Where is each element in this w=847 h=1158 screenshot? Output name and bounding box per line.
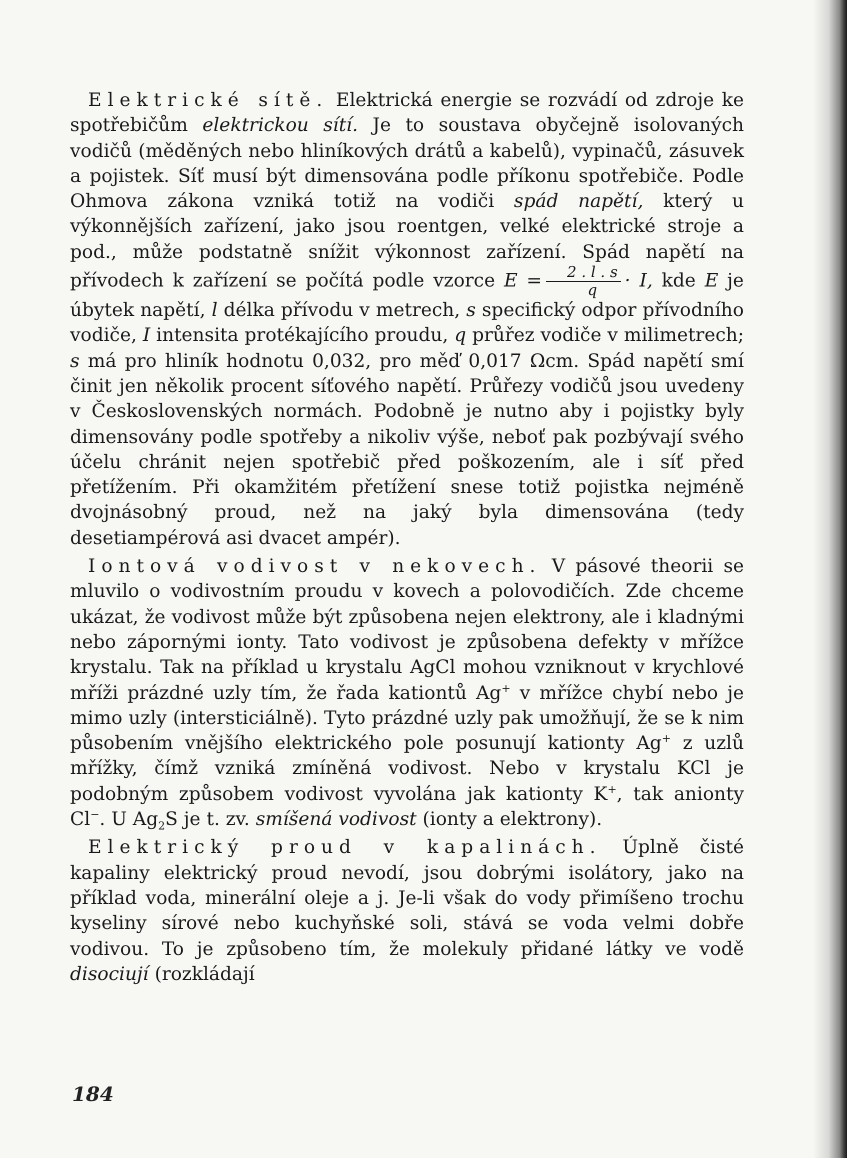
- term-mixed-conductivity: smíšená vodivost: [255, 809, 417, 831]
- voltage-drop-formula-fraction: [546, 265, 621, 298]
- term-dissociate: disociují: [70, 963, 149, 985]
- formula-lhs: E =: [503, 270, 543, 292]
- book-page-body: [70, 88, 744, 987]
- section-heading-current-in-liquids: Elektrický proud v kapalinách.: [88, 837, 602, 859]
- term-voltage-drop: spád napětí,: [513, 191, 644, 213]
- formula-tail: · I,: [624, 270, 653, 292]
- paragraph-electric-networks: Elektrické sítě. Elektrická energie se rozvádí od zdroje ke spotřebičům elektrickou sítí. Je to soustava obyčejně isolovaných vodičů (měděných nebo hliníkových drátů a kabelů), vypinačů, zásuvek a pojistek. Síť musí být dimensována podle příkonu spotřebiče. Podle Ohmova zákona vzniká totiž na vodiči spád napětí, který u výkonnějších zařízení, jako jsou roentgen, velké elektrické stroje a pod., může podstatně snížit výkonnost zařízení. Spád napětí na přívodech k zařízení se počítá podle vzorce E = $\frac{2 . l . s}{q}$ · I, kde E je úbytek napětí, l délka přívodu v metrech, s specifický odpor přívodního vodiče, I intensita protékajícího proudu, q průřez vodiče v milimetrech; s má pro hliník hodnotu 0,032, pro měď 0,017 Ωcm. Spád napětí smí činit jen několik procent síťového napětí. Průřezy vodičů jsou uvedeny v Československých normách. Podobně je nutno aby i pojistky byly dimensovány podle spotřeby a nikoliv výše, neboť pak pozbývají svého účelu chránit nejen spotřebič před poškozením, ale i síť před přetížením. Při okamžitém přetížení snese totiž pojistka nejméně dvojnásobný proud, než na jaký byla dimensována (tedy desetiampérová asi dvacet ampér).: [70, 90, 745, 549]
- paragraph-current-in-liquids: Elektrický proud v kapalinách. Úplně čisté kapaliny elektrický proud nevodí, jsou dobrými isolátory, jako na příklad voda, minerální oleje a j. Je-li však do vody přimíšeno trochu kyseliny sírové nebo kuchyňské soli, stává se voda velmi dobře vodivou. To je způsobeno tím, že molekuly přidané látky ve vodě disociují (rozkládají: [70, 837, 744, 985]
- formula-denominator: q: [587, 281, 598, 300]
- paragraph-ionic-conductivity: Iontová vodivost v nekovech. V pásové theorii se mluvilo o vodivostním proudu v kovech a polovodičích. Zde chceme ukázat, že vodivost může být způsobena nejen elektrony, ale i kladnými nebo zápornými ionty. Tato vodivost je způsobena defekty v mřížce krystalu. Tak na příklad u krystalu AgCl mohou vzniknout v krychlové mříži prázdné uzly tím, že řada kationtů Ag+ v mřížce chybí nebo je mimo uzly (intersticiálně). Tyto prázdné uzly pak umožňují, že se k nim působením vnějšího elektrického pole posunují kationty Ag+ z uzlů mřížky, čímž vzniká zmíněná vodivost. Nebo v krystalu KCl je podobným způsobem vodivost vyvolána jak kationty K+, tak anionty Cl−. U $Ag_2S$ je t. zv. smíšená vodivost (ionty a elektrony).: [70, 556, 744, 833]
- section-heading-electric-networks: Elektrické sítě.: [88, 90, 329, 111]
- page-number: 184: [72, 1082, 114, 1106]
- formula-numerator: 2 . l . s: [546, 265, 621, 282]
- section-heading-ionic-conductivity: Iontová vodivost v nekovech.: [88, 556, 542, 578]
- scan-binding-shadow: [813, 0, 847, 1158]
- term-electric-network: elektrickou sítí.: [202, 115, 359, 137]
